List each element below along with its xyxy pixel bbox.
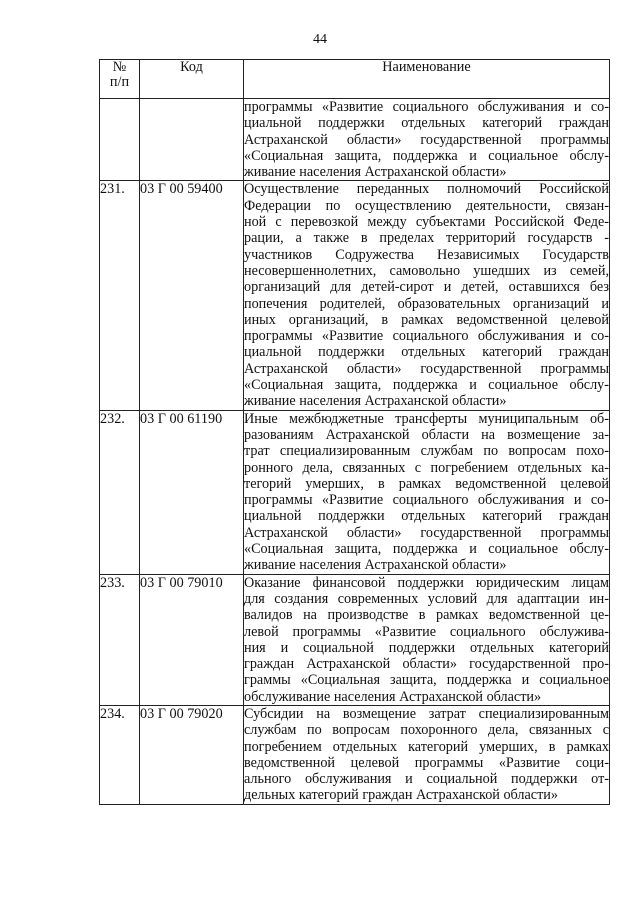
row-name-line: граждан Астраханской области» государственной про- [244, 656, 609, 673]
row-name-line: Оказание финансовой поддержки юридическим лицам [244, 574, 609, 591]
row-name-line: левой программы «Развитие социального обслужива- [244, 623, 609, 640]
table-row [100, 574, 610, 705]
row-name-line: Иные межбюджетные трансферты муниципальным об- [244, 410, 609, 427]
row-name-line: ведомственной целевой программы «Развитие соци- [244, 754, 609, 771]
row-name-line: программы «Развитие социального обслуживания и со- [244, 328, 609, 345]
row-name-line: Астраханской области» государственной программы [244, 360, 609, 377]
row-name-line: программы «Развитие социального обслуживания и со- [244, 99, 609, 115]
row-name-line: несовершеннолетних, самовольно ушедших из семей, [244, 262, 609, 279]
row-name-line: живание населения Астраханской области» [244, 164, 507, 181]
table-row [100, 705, 610, 804]
row-number [100, 99, 140, 181]
table-row [100, 99, 610, 181]
header-num [100, 60, 140, 99]
row-name-line: граммы «Социальная защита, поддержка и социальное [244, 672, 609, 689]
row-name-line: службам по вопросам похоронного дела, связанных с [244, 722, 609, 739]
row-name-line: живание населения Астраханской области» [244, 557, 507, 574]
page-number: 44 [313, 32, 327, 47]
row-name-line: валидов на производстве в рамках ведомственной це- [244, 607, 609, 624]
row-name-line: «Социальная защита, поддержка и социальное обслу- [244, 541, 609, 558]
row-name-line: дельных категорий граждан Астраханской области» [244, 787, 558, 804]
row-name-line: циальной поддержки отдельных категорий граждан [244, 344, 609, 361]
row-name [244, 181, 610, 410]
budget-classification-table [99, 59, 610, 805]
row-name-line: Астраханской области» государственной программы [244, 524, 609, 541]
row-name-line: ронного дела, связанных с погребением отдельных ка- [244, 459, 609, 476]
row-name-line: разованиям Астраханской области на возмещение за- [244, 426, 609, 443]
row-name-line: погребением отдельных категорий умерших, в рамках [244, 738, 609, 755]
row-number: 232. [100, 410, 140, 574]
row-name-line: трат специализированным службам по вопросам похо- [244, 443, 609, 460]
header-code: Код [140, 60, 244, 99]
row-name [244, 410, 610, 574]
row-name-line: участников Содружества Независимых Государств [244, 246, 609, 263]
row-name-line: программы «Развитие социального обслуживания и со- [244, 492, 609, 509]
table-body [100, 99, 610, 805]
row-code: 03 Г 00 79020 [140, 705, 244, 804]
row-name-line: обслуживание населения Астраханской области» [244, 688, 542, 705]
row-name-line: иных организаций, в рамках ведомственной целевой [244, 311, 609, 328]
row-number: 233. [100, 574, 140, 705]
row-name-line: ния и социальной поддержки отдельных категорий [244, 639, 609, 656]
row-name [244, 705, 610, 804]
table-header-row [100, 60, 610, 99]
row-name-line: попечения родителей, образовательных организаций и [244, 295, 609, 312]
row-code [140, 99, 244, 181]
row-name-line: Астраханской области» государственной программы [244, 131, 609, 148]
row-name-line: живание населения Астраханской области» [244, 393, 507, 410]
row-name-line: тегорий умерших, в рамках ведомственной целевой [244, 475, 609, 492]
row-name-line: «Социальная защита, поддержка и социальное обслу- [244, 377, 609, 394]
row-name-line: организаций для детей-сирот и детей, оставшихся без [244, 279, 609, 296]
row-name-line: для создания современных условий для адаптации ин- [244, 590, 609, 607]
header-name: Наименование [244, 60, 610, 99]
table-row [100, 181, 610, 410]
row-name [244, 574, 610, 705]
row-name-line: Осуществление переданных полномочий Российской [244, 181, 609, 198]
row-code: 03 Г 00 59400 [140, 181, 244, 410]
table-row [100, 410, 610, 574]
row-name [244, 99, 610, 181]
row-code: 03 Г 00 79010 [140, 574, 244, 705]
row-number: 231. [100, 181, 140, 410]
row-name-line: ального обслуживания и социальной поддержки от- [244, 771, 609, 788]
row-name-line: ной с перевозкой между субъектами Российской Феде- [244, 214, 609, 231]
row-number: 234. [100, 705, 140, 804]
row-name-line: рации, а также в пределах территорий государств - [244, 230, 609, 247]
row-name-line: циальной поддержки отдельных категорий граждан [244, 508, 609, 525]
row-name-line: Субсидии на возмещение затрат специализированным [244, 705, 609, 722]
header-num-label: № п/п [109, 59, 130, 90]
row-name-line: Федерации по осуществлению деятельности, связан- [244, 197, 609, 214]
row-name-line: циальной поддержки отдельных категорий граждан [244, 115, 609, 132]
row-code: 03 Г 00 61190 [140, 410, 244, 574]
row-name-line: «Социальная защита, поддержка и социальное обслу- [244, 147, 609, 164]
